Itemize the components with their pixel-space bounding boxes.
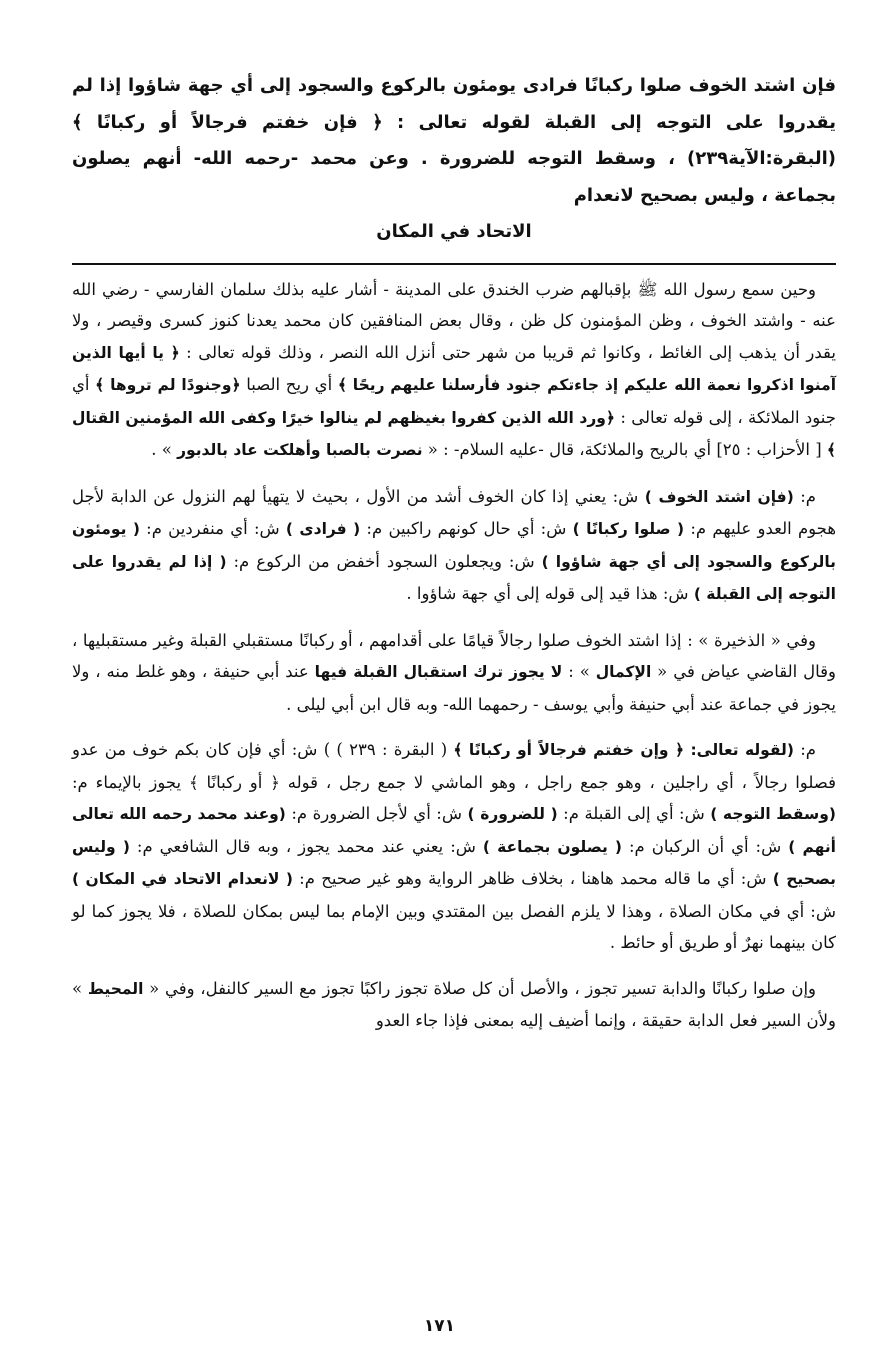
p4-text-7: ش: أي ما قاله محمد هاهنا ، بخلاف ظاهر الرواية وهو غير صحيح م: bbox=[292, 869, 773, 888]
commentary-paragraph-5 bbox=[72, 973, 836, 1037]
p1-text-3: أي جنود الملائكة ، إلى قوله تعالى : bbox=[72, 375, 836, 427]
main-text-last-line: الاتحاد في المكان bbox=[376, 221, 532, 242]
p4-text-2: ( البقرة : ٢٣٩ ) ) ش: أي فإن كان بكم خوف من عدو فصلوا رجالاً ، أي راجلين ، وهو جمع راجل ، وهو الماشي لا جمع رجل ، قوله ﴿ أو ركبانًا ﴾ يجوز بالإيماء م: bbox=[72, 740, 836, 792]
p2-quote-4: ( يومئون بالركوع والسجود إلى أي جهة شاؤوا ) bbox=[72, 520, 836, 571]
p4-quote-5: ( يصلون بجماعة ) bbox=[482, 837, 623, 856]
p4-quote-4: (وعند محمد رحمه الله تعالى أنهم ) bbox=[72, 805, 836, 856]
main-text-body: فإن اشتد الخوف صلوا ركبانًا فرادى يومئون بالركوع والسجود إلى أي جهة شاؤوا إذا لم يقدروا على التوجه إلى القبلة لقوله تعالى : ﴿ فإن خفتم فرجالاً أو ركبانًا ﴾ (البقرة:الآية٢٣٩) ، وسقط التوجه للضرورة . وعن محمد -رحمه الله- أنهم يصلون بجماعة ، وليس بصحيح لانعدام bbox=[72, 75, 836, 206]
p1-quote-2: ﴿وجنودًا لم تروها ﴾ bbox=[95, 376, 241, 394]
p4-text-6: ش: يعني عند محمد يجوز ، وبه قال الشافعي م: bbox=[129, 836, 483, 856]
p2-text-5: ش: ويجعلون السجود أخفض من الركوع م: bbox=[226, 551, 542, 571]
p3-text-3: عند أبي حنيفة ، وهو غلط منه ، ولا يجوز في جماعة عند أبي حنيفة وأبي يوسف - رحمهما الله- وبه قال ابن أبي ليلى . bbox=[72, 662, 836, 714]
p1-quote-3: ﴿ورد الله الذين كفروا بغيظهم لم ينالوا خيرًا وكفى الله المؤمنين القتال ﴾ bbox=[72, 408, 836, 459]
separator-rule bbox=[72, 263, 836, 265]
commentary-paragraph-4 bbox=[72, 734, 836, 959]
p2-quote-1: (فإن اشتد الخوف ) bbox=[644, 487, 794, 506]
p5-quote-1: المحيط bbox=[87, 979, 144, 998]
commentary-paragraph-1 bbox=[72, 274, 836, 467]
p2-quote-5: ( إذا لم يقدروا على التوجه إلى القبلة ) bbox=[72, 552, 836, 603]
p4-text-8: ش: أي في مكان الصلاة ، وهذا لا يلزم الفصل بين المقتدي وبين الإمام بما ليس بمكان للصلاة ، فلا يجوز كما لو كان بينهما نهرٌ أو طريق أو حائط . bbox=[72, 901, 836, 952]
commentary bbox=[72, 274, 836, 1037]
p2-quote-2: ( صلوا ركبانًا ) bbox=[572, 520, 685, 538]
p1-text-4: [ الأحزاب : ٢٥] أي بالريح والملائكة، قال -عليه السلام- : « bbox=[422, 440, 827, 459]
p1-quote-4: نصرت بالصبا وأهلكت عاد بالدبور bbox=[177, 441, 423, 459]
commentary-paragraph-3 bbox=[72, 625, 836, 721]
p1-text-2: أي ريح الصبا bbox=[240, 375, 338, 394]
p1-text-5: » . bbox=[151, 440, 178, 459]
p4-text-4: ش: أي لأجل الضرورة م: bbox=[285, 804, 468, 823]
p3-quote-2: لا يجوز ترك استقبال القبلة فيها bbox=[314, 663, 563, 681]
p2-text-4: ش: أي منفردين م: bbox=[139, 519, 286, 538]
p3-text-1: وفي « الذخيرة » : إذا اشتد الخوف صلوا رجالاً قيامًا على أقدامهم ، أو ركبانًا مستقبلي القبلة وغير مستقبليها ، وقال القاضي عياض في « bbox=[72, 630, 836, 681]
p2-text-2: ش: يعني إذا كان الخوف أشد من الأول ، بحيث لا يتهيأ لهم النزول عن الدابة لأجل هجوم العدو عليهم م: bbox=[72, 486, 837, 538]
p3-quote-1: الإكمال bbox=[595, 663, 652, 681]
p2-text-1: م: bbox=[793, 486, 816, 506]
p4-quote-6: ( وليس بصحيح ) bbox=[72, 837, 836, 888]
p1-text-1: وحين سمع رسول الله ﷺ بإقبالهم ضرب الخندق على المدينة - أشار عليه بذلك سلمان الفارسي - رضي الله عنه - واشتد الخوف ، وظن المؤمنون كل ظن ، وقال بعض المنافقين كان محمد يعدنا كنوز كسرى وقيصر ، ولا يقدر أن يذهب إلى الغائط ، وكانوا ثم قريبا من شهر حتى أنزل الله النصر ، وذلك قوله تعالى : bbox=[72, 279, 836, 362]
p4-text-5: ش: أي أن الركبان م: bbox=[622, 836, 789, 856]
p2-text-3: ش: أي حال كونهم راكبين م: bbox=[360, 519, 573, 538]
p3-text-2: » : bbox=[562, 662, 596, 681]
p4-quote-1: (لقوله تعالى: ﴿ وإن خفتم فرجالاً أو ركبانًا ﴾ bbox=[453, 741, 794, 759]
p2-quote-3: ( فرادى ) bbox=[285, 520, 361, 538]
p4-text-3: ش: أي إلى القبلة م: bbox=[557, 804, 711, 823]
main-text bbox=[72, 68, 836, 251]
p4-text-1: م: bbox=[793, 740, 816, 759]
p5-text-1: وإن صلوا ركبانًا والدابة تسير تجوز ، والأصل أن كل صلاة تجوز راكبًا تجوز مع السير كالنفل، وفي « bbox=[143, 978, 816, 998]
p2-text-6: ش: هذا قيد إلى قوله إلى أي جهة شاؤوا . bbox=[406, 584, 694, 603]
p1-quote-1: ﴿ يا أيها الذين آمنوا اذكروا نعمة الله عليكم إذ جاءتكم جنود فأرسلنا عليهم ريحًا ﴾ bbox=[72, 343, 837, 394]
p5-text-2: » ولأن السير فعل الدابة حقيقة ، وإنما أضيف إليه بمعنى فإذا جاء العدو bbox=[72, 978, 836, 1030]
page-number: ١٧١ bbox=[423, 1316, 456, 1336]
p4-quote-2: (وسقط التوجه ) bbox=[710, 805, 837, 823]
p4-quote-7: ( لانعدام الاتحاد في المكان ) bbox=[72, 870, 293, 888]
commentary-paragraph-2 bbox=[72, 481, 836, 611]
p4-quote-3: ( للضرورة ) bbox=[467, 805, 558, 823]
document-page bbox=[72, 68, 836, 1037]
